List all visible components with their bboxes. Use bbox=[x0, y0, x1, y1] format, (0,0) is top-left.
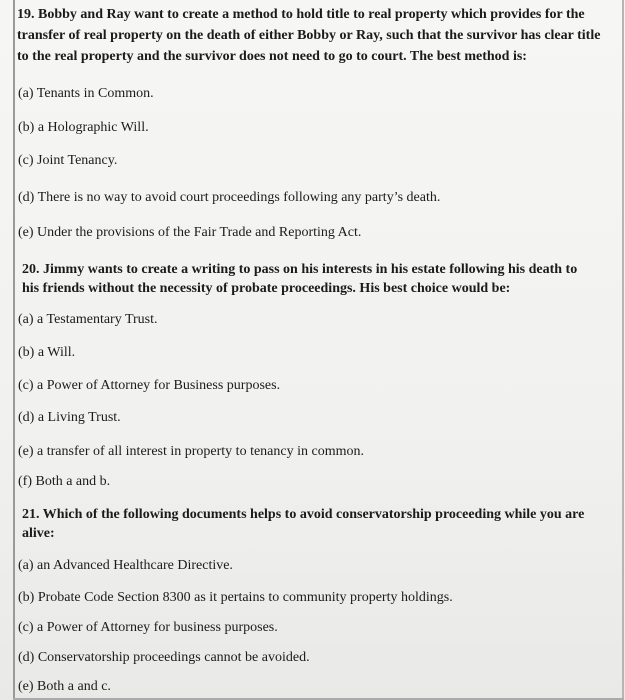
left-border bbox=[13, 0, 15, 700]
question-19-option-e: (e) Under the provisions of the Fair Trade and Reporting Act. bbox=[18, 225, 362, 240]
question-20-line-1: 20. Jimmy wants to create a writing to pass on his interests in his estate following his death to bbox=[22, 262, 578, 277]
question-19-line-2: transfer of real property on the death of either Bobby or Ray, such that the survivor has clear title bbox=[17, 28, 601, 43]
question-21-option-b: (b) Probate Code Section 8300 as it pertains to community property holdings. bbox=[18, 590, 453, 605]
question-20-option-e: (e) a transfer of all interest in property to tenancy in common. bbox=[18, 444, 364, 459]
question-21-option-e: (e) Both a and c. bbox=[18, 679, 111, 694]
question-21-option-a: (a) an Advanced Healthcare Directive. bbox=[18, 558, 233, 573]
question-19-line-3: to the real property and the survivor does not need to go to court. The best method is: bbox=[17, 49, 527, 64]
question-20-line-2: his friends without the necessity of probate proceedings. His best choice would be: bbox=[22, 281, 511, 296]
question-19-line-1: 19. Bobby and Ray want to create a method to hold title to real property which provides for the bbox=[17, 7, 585, 22]
question-21-line-1: 21. Which of the following documents helps to avoid conservatorship proceeding while you are bbox=[22, 507, 585, 522]
question-19-option-d: (d) There is no way to avoid court proceedings following any party’s death. bbox=[18, 190, 441, 205]
question-20-option-b: (b) a Will. bbox=[18, 345, 76, 360]
right-border bbox=[622, 0, 624, 700]
question-20-option-a: (a) a Testamentary Trust. bbox=[18, 312, 158, 327]
question-20-option-d: (d) a Living Trust. bbox=[18, 410, 121, 425]
question-21-option-d: (d) Conservatorship proceedings cannot be avoided. bbox=[18, 650, 310, 665]
question-21-option-c: (c) a Power of Attorney for business purposes. bbox=[18, 620, 278, 635]
question-19-option-b: (b) a Holographic Will. bbox=[18, 120, 149, 135]
question-21-line-2: alive: bbox=[22, 526, 55, 541]
question-20-option-c: (c) a Power of Attorney for Business purposes. bbox=[18, 378, 281, 393]
question-19-option-a: (a) Tenants in Common. bbox=[18, 86, 154, 101]
question-19-option-c: (c) Joint Tenancy. bbox=[18, 153, 118, 168]
question-20-option-f: (f) Both a and b. bbox=[18, 474, 111, 489]
